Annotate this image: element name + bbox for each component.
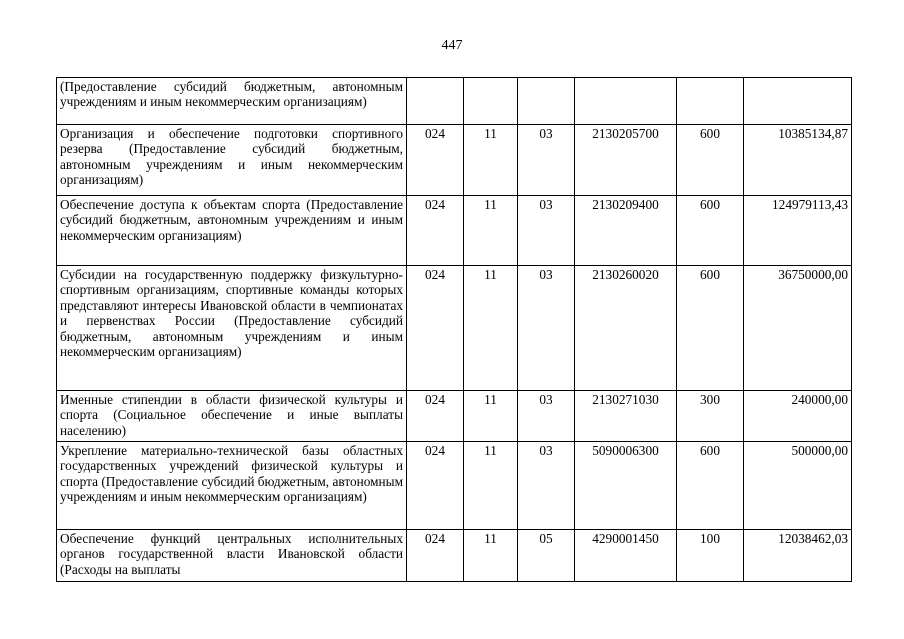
row-section-code: 11 [464, 391, 518, 442]
row-ved-code: 024 [407, 530, 464, 582]
row-subsection-code: 03 [518, 125, 575, 196]
budget-table [56, 77, 852, 582]
row-section-code: 11 [464, 125, 518, 196]
row-amount: 500000,00 [744, 442, 852, 530]
row-description: Субсидии на государственную поддержку физкультурно-спортивным организациям, спортивные команды которых представляют интересы Ивановской области в чемпионатах и первенствах России (Предоставление субсидий бюджетным, автономным учреждениям и иным некоммерческим организациям) [57, 266, 407, 391]
row-target-article-code: 2130260020 [575, 266, 677, 391]
row-ved-code: 024 [407, 391, 464, 442]
row-ved-code: 024 [407, 196, 464, 266]
row-subsection-code: 03 [518, 266, 575, 391]
row-description: Обеспечение функций центральных исполнительных органов государственной власти Ивановской области (Расходы на выплаты [57, 530, 407, 582]
row-expense-type-code: 300 [677, 391, 744, 442]
row-target-article-code [575, 78, 677, 125]
row-target-article-code: 5090006300 [575, 442, 677, 530]
row-expense-type-code [677, 78, 744, 125]
row-ved-code: 024 [407, 442, 464, 530]
row-expense-type-code: 100 [677, 530, 744, 582]
row-expense-type-code: 600 [677, 266, 744, 391]
row-ved-code: 024 [407, 125, 464, 196]
row-amount [744, 78, 852, 125]
table-row [57, 530, 852, 582]
row-description: Организация и обеспечение подготовки спортивного резерва (Предоставление субсидий бюджетным, автономным учреждениям и иным некоммерческим организациям) [57, 125, 407, 196]
row-subsection-code [518, 78, 575, 125]
row-ved-code: 024 [407, 266, 464, 391]
row-description: Укрепление материально-технической базы областных государственных учреждений физической культуры и спорта (Предоставление субсидий бюджетным, автономным учреждениям и иным некоммерческим организациям) [57, 442, 407, 530]
row-ved-code [407, 78, 464, 125]
row-section-code: 11 [464, 196, 518, 266]
table-row [57, 391, 852, 442]
page-number: 447 [441, 38, 463, 53]
row-amount: 10385134,87 [744, 125, 852, 196]
row-section-code [464, 78, 518, 125]
table-row [57, 125, 852, 196]
row-target-article-code: 2130205700 [575, 125, 677, 196]
row-description: Именные стипендии в области физической культуры и спорта (Социальное обеспечение и иные выплаты населению) [57, 391, 407, 442]
row-subsection-code: 03 [518, 196, 575, 266]
row-target-article-code: 2130209400 [575, 196, 677, 266]
table-row [57, 196, 852, 266]
row-section-code: 11 [464, 266, 518, 391]
row-description: Обеспечение доступа к объектам спорта (Предоставление субсидий бюджетным, автономным учреждениям и иным некоммерческим организациям) [57, 196, 407, 266]
table-row [57, 78, 852, 125]
row-expense-type-code: 600 [677, 196, 744, 266]
table-row [57, 266, 852, 391]
row-subsection-code: 03 [518, 442, 575, 530]
row-amount: 12038462,03 [744, 530, 852, 582]
row-expense-type-code: 600 [677, 442, 744, 530]
row-section-code: 11 [464, 530, 518, 582]
table-row [57, 442, 852, 530]
row-target-article-code: 4290001450 [575, 530, 677, 582]
row-section-code: 11 [464, 442, 518, 530]
row-amount: 124979113,43 [744, 196, 852, 266]
row-amount: 36750000,00 [744, 266, 852, 391]
row-subsection-code: 05 [518, 530, 575, 582]
row-amount: 240000,00 [744, 391, 852, 442]
row-target-article-code: 2130271030 [575, 391, 677, 442]
row-expense-type-code: 600 [677, 125, 744, 196]
row-subsection-code: 03 [518, 391, 575, 442]
row-description: (Предоставление субсидий бюджетным, автономным учреждениям и иным некоммерческим организациям) [57, 78, 407, 125]
